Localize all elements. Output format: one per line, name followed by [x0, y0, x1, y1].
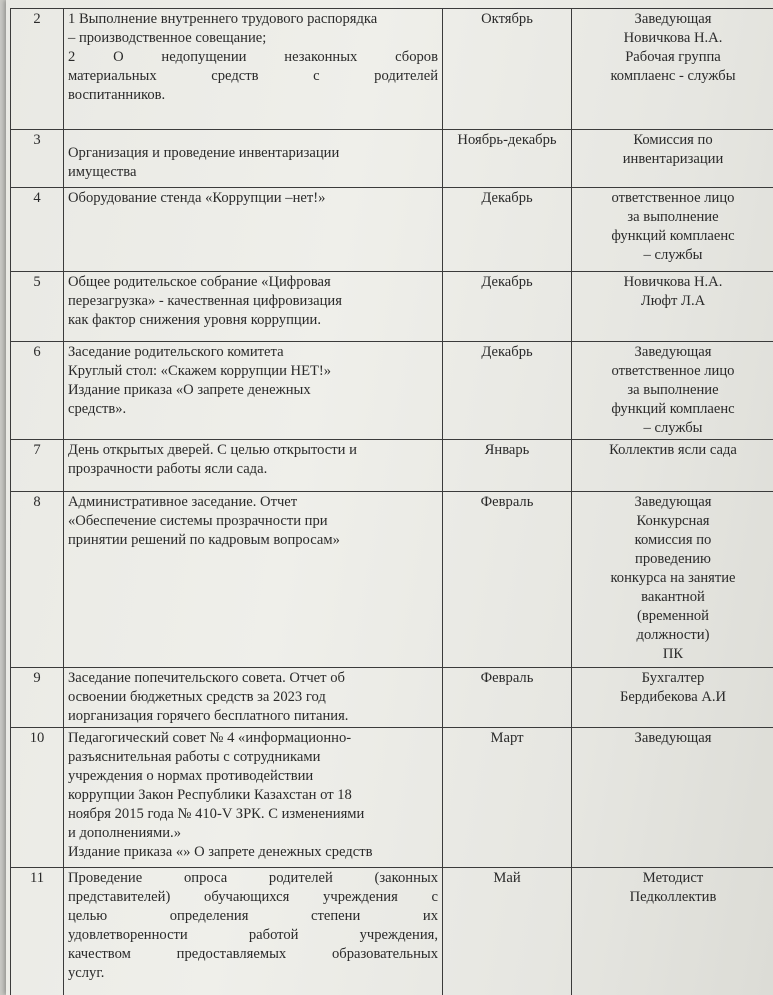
- date-cell: Декабрь: [443, 188, 572, 272]
- event-cell: 1 Выполнение внутреннего трудового распорядка – производственное совещание; 2 О недопущении незаконных сборов материальных средств с родителей воспитанников.: [64, 9, 443, 130]
- date-cell: Февраль: [443, 668, 572, 728]
- date-cell: Ноябрь-декабрь: [443, 130, 572, 188]
- event-cell: Организация и проведение инвентаризации имущества: [64, 130, 443, 188]
- date-cell: Февраль: [443, 492, 572, 668]
- document-page: [6, 0, 773, 995]
- table-row: [11, 342, 773, 440]
- date-cell: Декабрь: [443, 342, 572, 440]
- table-row: [11, 868, 773, 995]
- table-row: [11, 188, 773, 272]
- event-cell: Проведение опроса родителей (законных представителей) обучающихся учреждения с целью определения степени их удовлетворенности работой учреждения, качеством предоставляемых образовательных услуг.: [64, 868, 443, 995]
- event-cell: Заседание попечительского совета. Отчет об освоении бюджетных средств за 2023 год иорганизация горячего бесплатного питания.: [64, 668, 443, 728]
- table-row: [11, 492, 773, 668]
- table-row: [11, 272, 773, 342]
- row-number: 4: [11, 188, 64, 272]
- row-number: 5: [11, 272, 64, 342]
- responsible-cell: Бухгалтер Бердибекова А.И: [572, 668, 773, 728]
- responsible-cell: Коллектив ясли сада: [572, 440, 773, 492]
- responsible-cell: Заведующая Новичкова Н.А. Рабочая группа комплаенс - службы: [572, 9, 773, 130]
- event-cell: Общее родительское собрание «Цифровая перезагрузка» - качественная цифровизация как фактор снижения уровня коррупции.: [64, 272, 443, 342]
- event-cell: Педагогический совет № 4 «информационно- разъяснительная работы с сотрудниками учреждения о нормах противодействии коррупции Закон Республики Казахстан от 18 ноября 2015 года № 410-V ЗРК. С изменениями и дополнениями.» Издание приказа «» О запрете денежных средств: [64, 728, 443, 868]
- row-number: 10: [11, 728, 64, 868]
- event-cell: Оборудование стенда «Коррупции –нет!»: [64, 188, 443, 272]
- event-cell: Заседание родительского комитета Круглый стол: «Скажем коррупции НЕТ!» Издание приказа «О запрете денежных средств».: [64, 342, 443, 440]
- date-cell: Декабрь: [443, 272, 572, 342]
- row-number: 3: [11, 130, 64, 188]
- event-cell: Административное заседание. Отчет «Обеспечение системы прозрачности при принятии решений по кадровым вопросам»: [64, 492, 443, 668]
- event-cell: День открытых дверей. С целью открытости и прозрачности работы ясли сада.: [64, 440, 443, 492]
- table-row: [11, 668, 773, 728]
- row-number: 9: [11, 668, 64, 728]
- date-cell: Октябрь: [443, 9, 572, 130]
- table-row: [11, 728, 773, 868]
- row-number: 11: [11, 868, 64, 995]
- date-cell: Март: [443, 728, 572, 868]
- table-row: [11, 9, 773, 130]
- row-number: 2: [11, 9, 64, 130]
- anti-corruption-plan-table: [10, 8, 773, 995]
- date-cell: Январь: [443, 440, 572, 492]
- responsible-cell: Комиссия по инвентаризации: [572, 130, 773, 188]
- date-cell: Май: [443, 868, 572, 995]
- table-row: [11, 130, 773, 188]
- row-number: 6: [11, 342, 64, 440]
- responsible-cell: Новичкова Н.А. Люфт Л.А: [572, 272, 773, 342]
- responsible-cell: Заведующая ответственное лицо за выполнение функций комплаенс – службы: [572, 342, 773, 440]
- responsible-cell: Методист Педколлектив: [572, 868, 773, 995]
- row-number: 8: [11, 492, 64, 668]
- table-row: [11, 440, 773, 492]
- responsible-cell: Заведующая: [572, 728, 773, 868]
- row-number: 7: [11, 440, 64, 492]
- responsible-cell: Заведующая Конкурсная комиссия по проведению конкурса на занятие вакантной (временной должности) ПК: [572, 492, 773, 668]
- responsible-cell: ответственное лицо за выполнение функций комплаенс – службы: [572, 188, 773, 272]
